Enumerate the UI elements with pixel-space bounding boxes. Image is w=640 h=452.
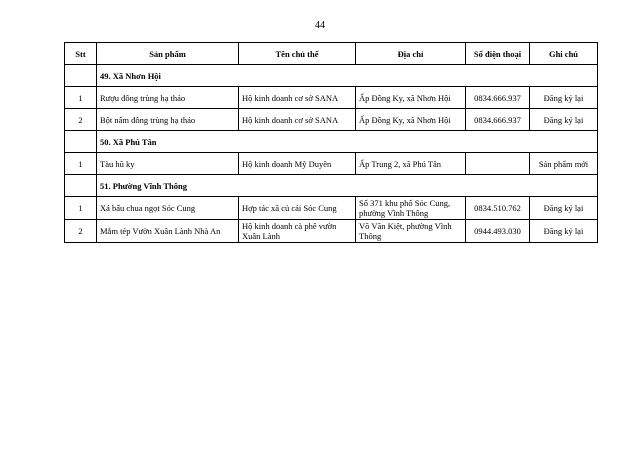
header-note: Ghi chú [530, 43, 598, 65]
cell-address: Số 371 khu phố Sóc Cung, phường Vĩnh Thông [356, 197, 466, 220]
cell-address: Ấp Đồng Ky, xã Nhơn Hội [356, 87, 466, 109]
page-number: 44 [315, 20, 325, 31]
cell-owner: Hộ kinh doanh Mỹ Duyên [239, 153, 356, 175]
cell-phone: 0834.666.937 [466, 87, 530, 109]
cell-stt: 1 [65, 197, 97, 220]
section-stt-cell [65, 131, 97, 153]
table-row [65, 153, 598, 175]
cell-stt: 2 [65, 109, 97, 131]
cell-phone: 0944.493.030 [466, 220, 530, 243]
cell-product: Rượu đông trùng hạ thảo [97, 87, 239, 109]
table-row [65, 109, 598, 131]
section-title: 50. Xã Phú Tân [97, 131, 598, 153]
cell-address: Ấp Đồng Ky, xã Nhơn Hội [356, 109, 466, 131]
table-row [65, 220, 598, 243]
cell-phone: 0834.666.937 [466, 109, 530, 131]
cell-stt: 1 [65, 153, 97, 175]
cell-product: Xá bấu chua ngọt Sóc Cung [97, 197, 239, 220]
table-row [65, 197, 598, 220]
cell-note: Sản phẩm mới [530, 153, 598, 175]
cell-product: Mắm tép Vườn Xuân Lành Nhà An [97, 220, 239, 243]
header-address: Địa chỉ [356, 43, 466, 65]
table-row [65, 87, 598, 109]
header-phone: Số điện thoại [466, 43, 530, 65]
section-title: 51. Phường Vĩnh Thông [97, 175, 598, 197]
header-product: Sản phẩm [97, 43, 239, 65]
cell-stt: 1 [65, 87, 97, 109]
section-stt-cell [65, 175, 97, 197]
table-header-row [65, 43, 598, 65]
section-row [65, 131, 598, 153]
cell-owner: Hộ kinh doanh cơ sở SANA [239, 109, 356, 131]
product-table [64, 42, 598, 243]
cell-phone [466, 153, 530, 175]
section-row [65, 65, 598, 87]
cell-owner: Hộ kinh doanh cà phê vườn Xuân Lành [239, 220, 356, 243]
cell-note: Đăng ký lại [530, 220, 598, 243]
cell-product: Tàu hũ ky [97, 153, 239, 175]
cell-address: Ấp Trung 2, xã Phú Tân [356, 153, 466, 175]
cell-phone: 0834.510.762 [466, 197, 530, 220]
section-row [65, 175, 598, 197]
cell-address: Võ Văn Kiệt, phường Vĩnh Thông [356, 220, 466, 243]
header-owner: Tên chủ thể [239, 43, 356, 65]
cell-stt: 2 [65, 220, 97, 243]
section-stt-cell [65, 65, 97, 87]
cell-note: Đăng ký lại [530, 197, 598, 220]
cell-product: Bột nấm đông trùng hạ thảo [97, 109, 239, 131]
cell-note: Đăng ký lại [530, 109, 598, 131]
cell-note: Đăng ký lại [530, 87, 598, 109]
cell-owner: Hợp tác xã củ cải Sóc Cung [239, 197, 356, 220]
header-stt: Stt [65, 43, 97, 65]
section-title: 49. Xã Nhơn Hội [97, 65, 598, 87]
cell-owner: Hộ kinh doanh cơ sở SANA [239, 87, 356, 109]
